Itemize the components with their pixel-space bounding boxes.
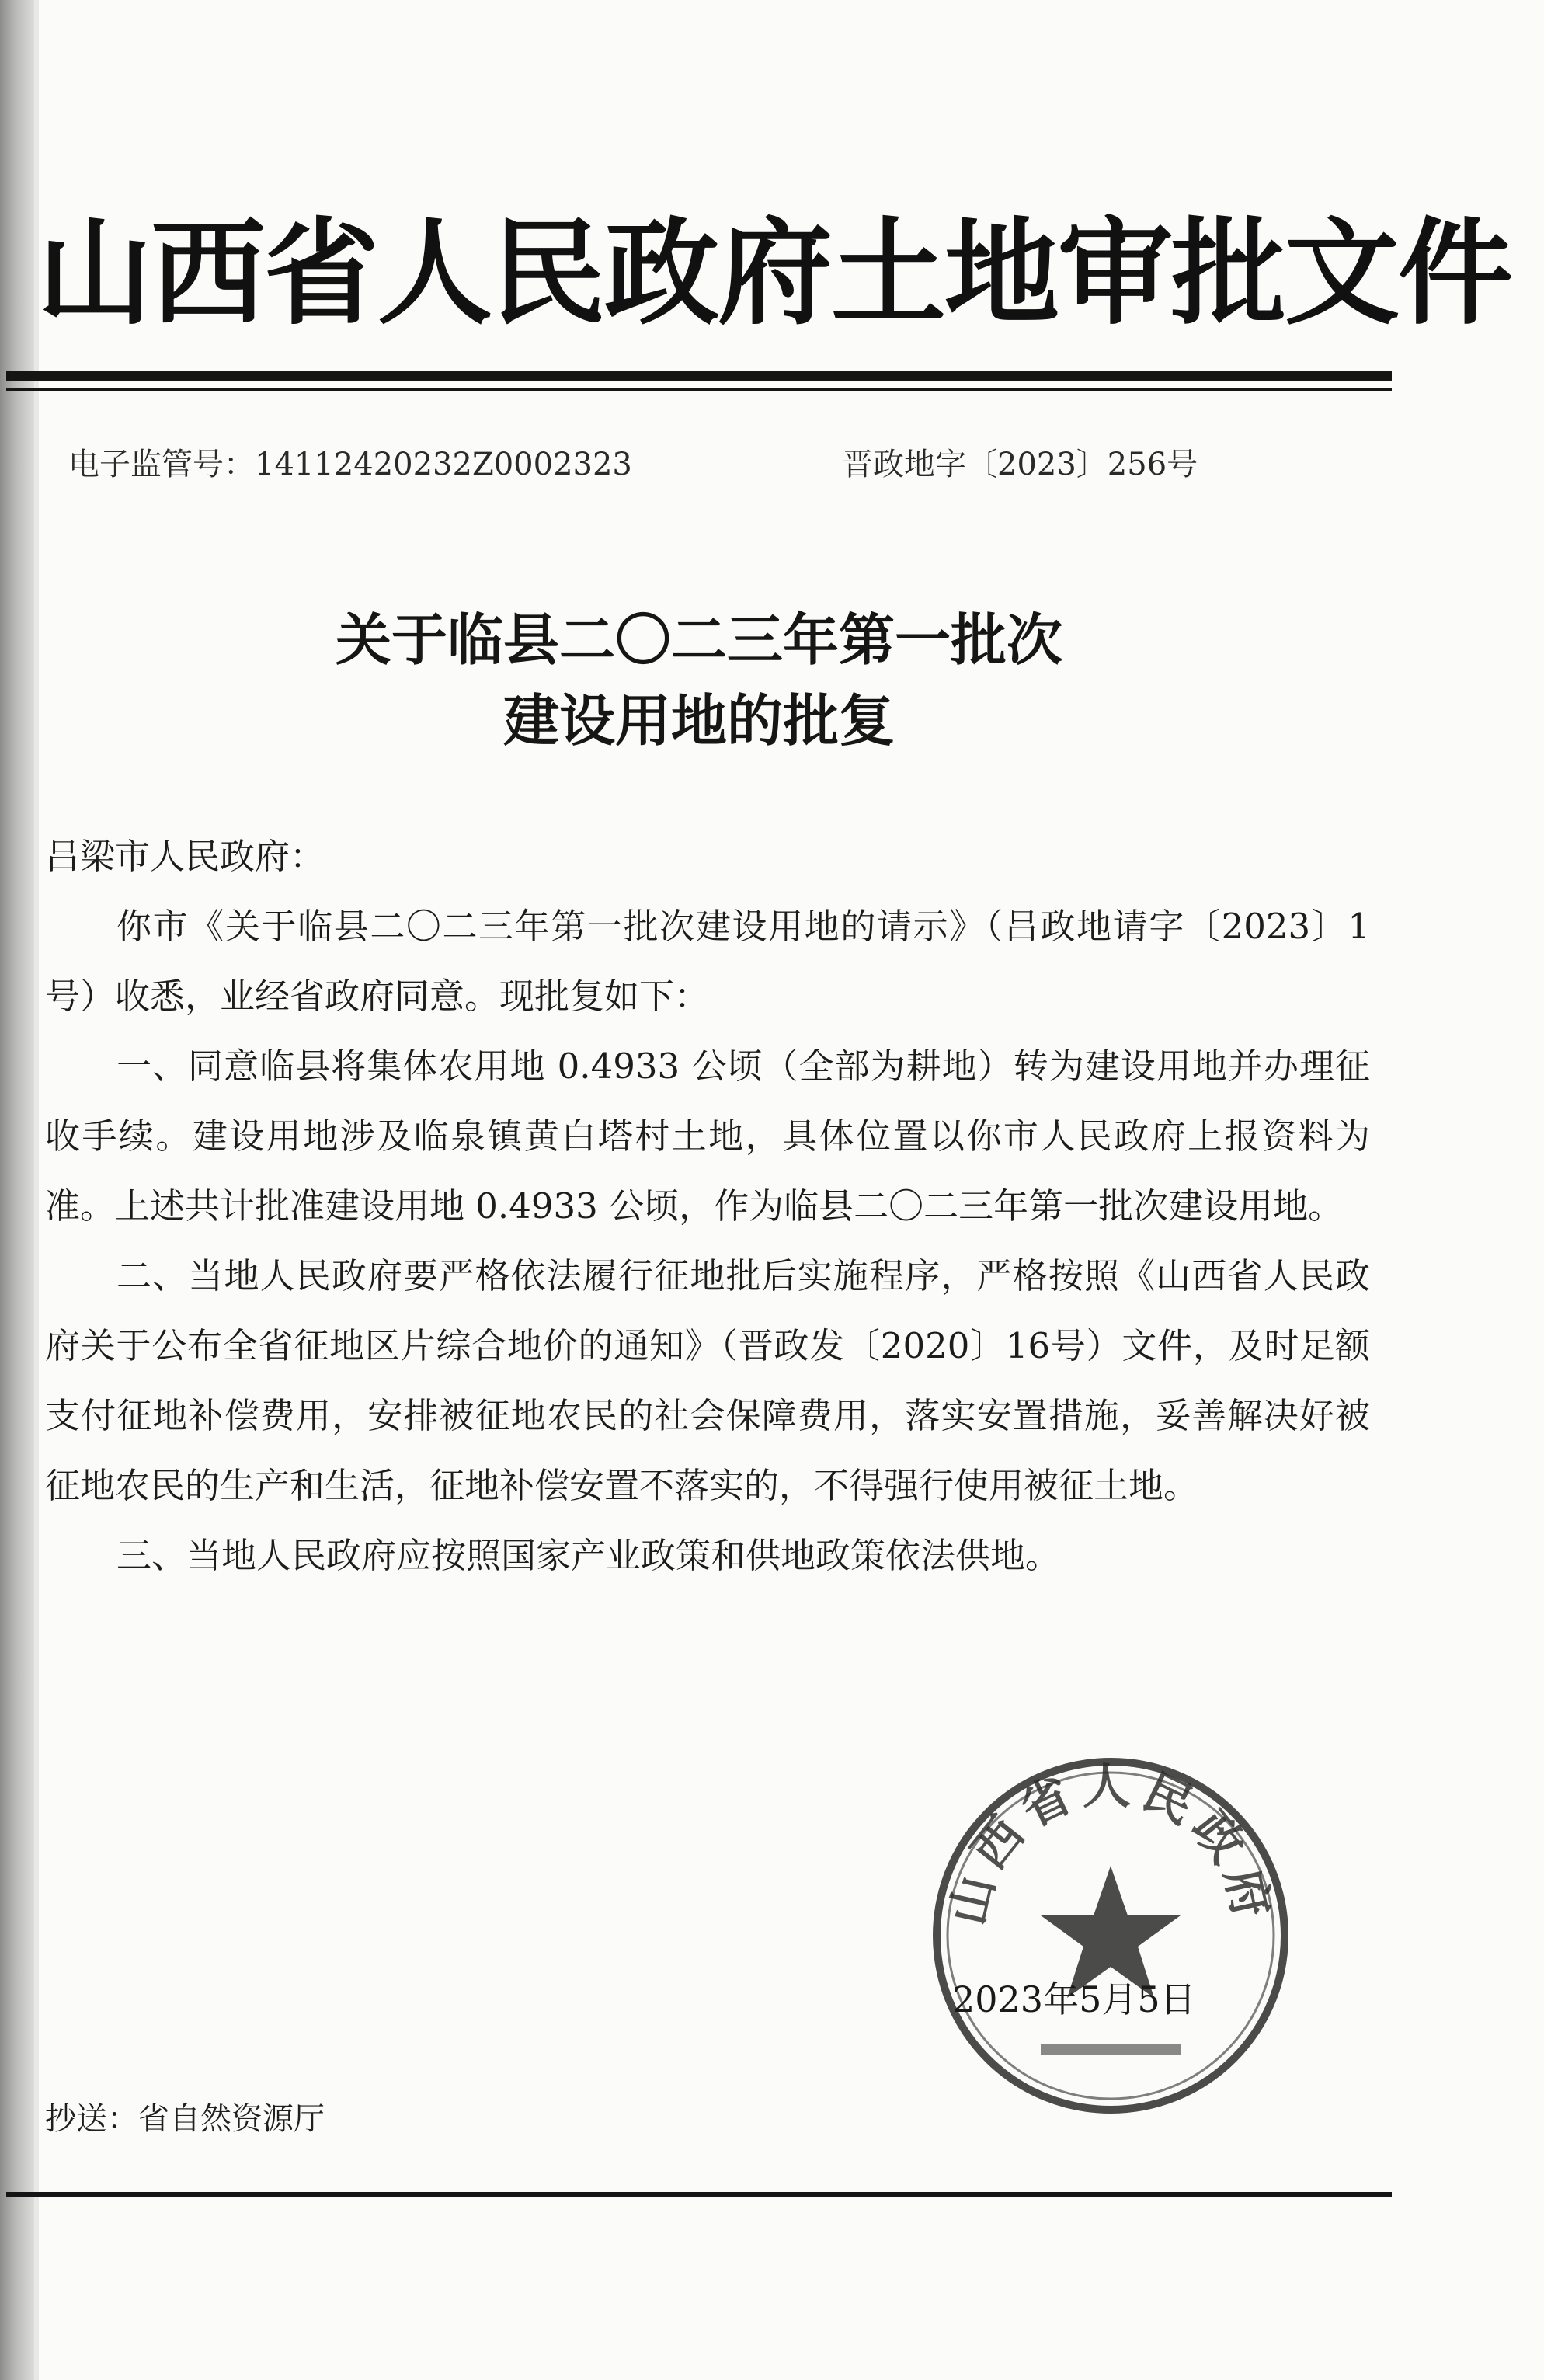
document-banner-title: 山西省人民政府土地审批文件 bbox=[37, 207, 1511, 340]
addressee: 吕梁市人民政府： bbox=[45, 836, 325, 877]
cc-line: 抄送：省自然资源厅 bbox=[45, 2101, 325, 2137]
document-title bbox=[109, 600, 1289, 761]
header-rule-thick bbox=[6, 371, 1392, 381]
document-body bbox=[45, 822, 1370, 1591]
paragraph-item-2: 二、当地人民政府要严格依法履行征地批后实施程序，严格按照《山西省人民政府关于公布全省征地区片综合地价的通知》（晋政发〔2020〕16号）文件，及时足额支付征地补偿费用，安排被征地农民的社会保障费用，落实安置措施，妥善解决好被征地农民的生产和生活，征地补偿安置不落实的，不得强行使用被征土地。 bbox=[45, 1255, 1370, 1506]
supervision-number: 电子监管号：14112420232Z0002323 bbox=[68, 447, 632, 482]
binding-edge-highlight bbox=[34, 0, 39, 2380]
seal-arc-text: 山西省人民政府 bbox=[939, 1758, 1282, 1930]
signature-date: 2023年5月5日 bbox=[952, 1978, 1196, 2020]
document-title-line-2: 建设用地的批复 bbox=[502, 688, 895, 753]
document-number: 晋政地字〔2023〕256号 bbox=[842, 447, 1198, 482]
official-seal bbox=[924, 1749, 1297, 2122]
footer-rule bbox=[6, 2192, 1392, 2197]
paragraph-item-3: 三、当地人民政府应按照国家产业政策和供地政策依法供地。 bbox=[116, 1535, 1061, 1576]
paragraph-item-1: 一、同意临县将集体农用地 0.4933 公顷（全部为耕地）转为建设用地并办理征收手续。建设用地涉及临泉镇黄白塔村土地，具体位置以你市人民政府上报资料为准。上述共计批准建设用地 0.4933 公顷，作为临县二〇二三年第一批次建设用地。 bbox=[45, 1046, 1370, 1227]
paragraph-intro: 你市《关于临县二〇二三年第一批次建设用地的请示》（吕政地请字〔2023〕1号）收悉，业经省政府同意。现批复如下： bbox=[45, 906, 1370, 1017]
header-rule-thin bbox=[6, 388, 1392, 391]
binding-edge-shadow bbox=[0, 0, 34, 2380]
document-title-line-1: 关于临县二〇二三年第一批次 bbox=[335, 607, 1062, 673]
